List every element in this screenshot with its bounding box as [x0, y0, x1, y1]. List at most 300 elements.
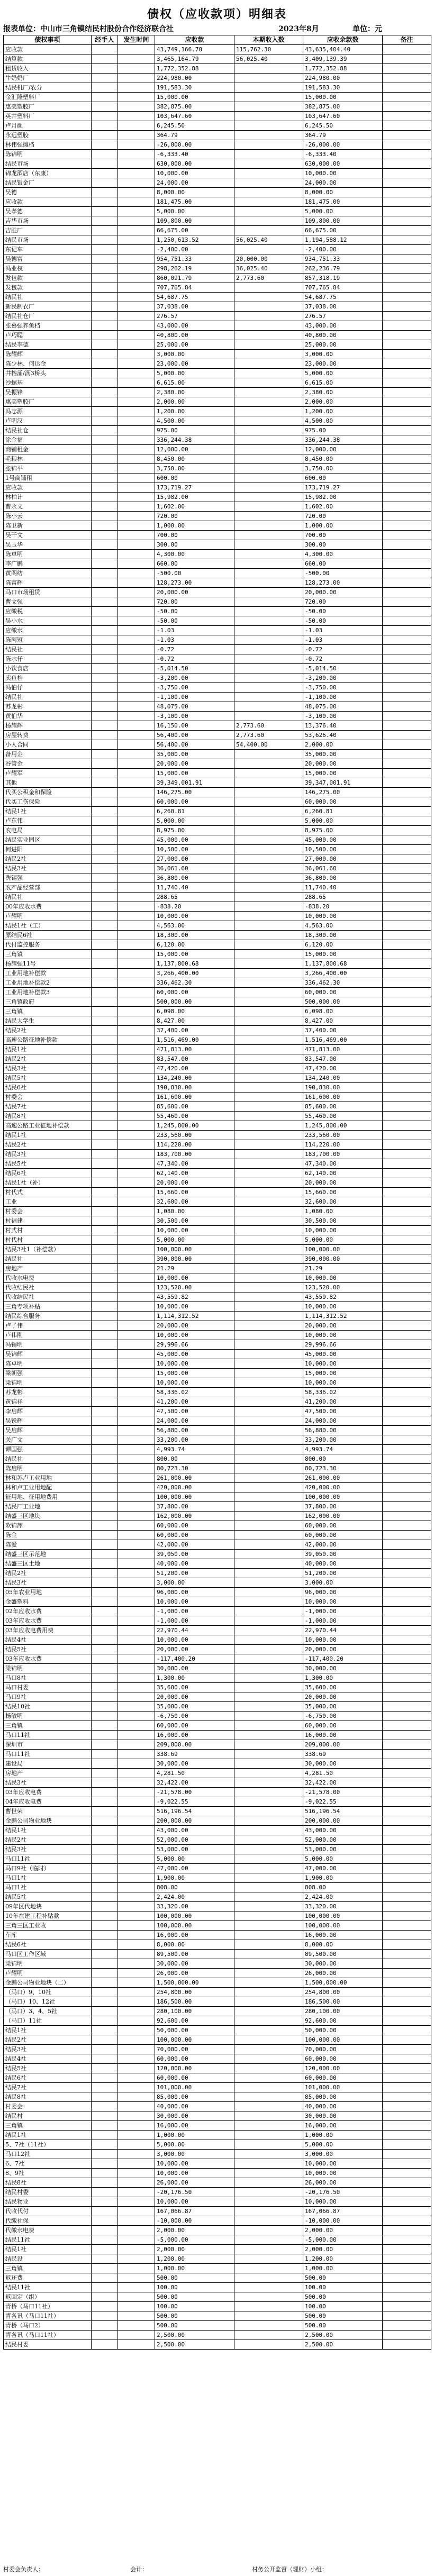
- row-date: [118, 502, 155, 512]
- row-receivable: 700.00: [155, 531, 234, 540]
- row-date: [118, 2083, 155, 2092]
- row-balance: 390,000.00: [303, 1254, 383, 1264]
- row-handler: [92, 1645, 118, 1654]
- row-item: 04年应收电费: [4, 1797, 92, 1807]
- row-remark: [383, 978, 431, 988]
- row-handler: [92, 588, 118, 597]
- row-item: 马口11社: [4, 1750, 92, 1759]
- row-item: （马口）11社: [4, 2016, 92, 2026]
- row-date: [118, 769, 155, 778]
- row-date: [118, 1826, 155, 1835]
- row-handler: [92, 1073, 118, 1083]
- row-balance: 276.57: [303, 312, 383, 321]
- row-receivable: 53,000.00: [155, 1845, 234, 1854]
- row-balance: -5,014.50: [303, 664, 383, 673]
- table-row: [4, 2178, 431, 2188]
- table-row: [4, 693, 431, 702]
- row-handler: [92, 2131, 118, 2140]
- row-remark: [383, 1007, 431, 1016]
- row-income: [234, 940, 303, 950]
- row-remark: [383, 2092, 431, 2102]
- row-balance: 3,266,400.00: [303, 969, 383, 978]
- row-handler: [92, 1378, 118, 1388]
- row-remark: [383, 159, 431, 169]
- row-date: [118, 1416, 155, 1426]
- row-income: [234, 693, 303, 702]
- row-income: [234, 64, 303, 74]
- row-item: 三角三区工业收: [4, 1921, 92, 1931]
- row-item: 05年农业用地: [4, 1588, 92, 1597]
- table-row: [4, 654, 431, 664]
- row-receivable: 8,000.00: [155, 1940, 234, 1950]
- row-income: [234, 2226, 303, 2235]
- row-date: [118, 1454, 155, 1464]
- table-row: [4, 1721, 431, 1731]
- table-row: [4, 1378, 431, 1388]
- row-remark: [383, 2311, 431, 2321]
- row-income: [234, 331, 303, 340]
- row-date: [118, 493, 155, 502]
- row-date: [118, 597, 155, 607]
- row-income: [234, 150, 303, 159]
- row-remark: [383, 893, 431, 902]
- row-handler: [92, 864, 118, 873]
- row-balance: 43,000.00: [303, 1826, 383, 1835]
- row-income: [234, 978, 303, 988]
- row-receivable: 100,000.00: [155, 1492, 234, 1502]
- table-row: [4, 712, 431, 721]
- row-handler: [92, 1235, 118, 1245]
- row-item: 返回定（组）: [4, 2292, 92, 2302]
- row-receivable: 15,982.00: [155, 493, 234, 502]
- row-income: [234, 1093, 303, 1102]
- row-handler: [92, 197, 118, 207]
- row-remark: [383, 207, 431, 216]
- row-remark: [383, 1292, 431, 1302]
- row-remark: [383, 188, 431, 197]
- row-balance: 254,800.00: [303, 1988, 383, 1997]
- row-handler: [92, 721, 118, 731]
- row-receivable: 6,245.50: [155, 121, 234, 131]
- row-handler: [92, 1521, 118, 1531]
- row-income: [234, 2245, 303, 2254]
- row-receivable: 1,200.00: [155, 2254, 234, 2264]
- row-date: [118, 873, 155, 883]
- row-receivable: 420,000.00: [155, 1483, 234, 1492]
- row-income: [234, 578, 303, 588]
- row-receivable: 35,600.00: [155, 1683, 234, 1692]
- row-remark: [383, 1064, 431, 1073]
- row-balance: -0.72: [303, 645, 383, 654]
- row-handler: [92, 264, 118, 274]
- row-income: [234, 321, 303, 331]
- row-receivable: -50.00: [155, 607, 234, 616]
- row-income: [234, 1169, 303, 1178]
- row-receivable: 92,600.00: [155, 2016, 234, 2026]
- row-receivable: -1,000.00: [155, 1607, 234, 1616]
- row-date: [118, 2321, 155, 2331]
- row-date: [118, 883, 155, 893]
- table-row: [4, 2273, 431, 2283]
- row-handler: [92, 150, 118, 159]
- row-handler: [92, 1454, 118, 1464]
- row-receivable: 1,250,613.52: [155, 235, 234, 245]
- row-income: 115,762.30: [234, 45, 303, 54]
- row-income: [234, 1416, 303, 1426]
- row-receivable: 1,300.00: [155, 1673, 234, 1683]
- row-receivable: 100,000.00: [155, 1245, 234, 1254]
- row-income: [234, 1435, 303, 1445]
- row-item: 吉华市场: [4, 216, 92, 226]
- row-date: [118, 1292, 155, 1302]
- row-remark: [383, 454, 431, 464]
- row-item: 结民7社: [4, 2083, 92, 2092]
- row-handler: [92, 1873, 118, 1883]
- table-row: [4, 1150, 431, 1159]
- row-handler: [92, 1473, 118, 1483]
- row-handler: [92, 435, 118, 445]
- row-date: [118, 235, 155, 245]
- row-income: [234, 1997, 303, 2007]
- row-handler: [92, 1807, 118, 1816]
- row-income: [234, 2121, 303, 2131]
- row-remark: [383, 2292, 431, 2302]
- row-date: [118, 893, 155, 902]
- row-income: [234, 2311, 303, 2321]
- row-balance: 37,038.00: [303, 302, 383, 312]
- receivables-table: [3, 35, 431, 2350]
- row-balance: 471,813.00: [303, 1045, 383, 1054]
- table-row: [4, 112, 431, 121]
- row-income: [234, 1397, 303, 1407]
- row-receivable: 103,647.60: [155, 112, 234, 121]
- row-item: 林柏计: [4, 493, 92, 502]
- row-handler: [92, 188, 118, 197]
- row-income: 56,025.40: [234, 235, 303, 245]
- row-item: 结民2社: [4, 1835, 92, 1845]
- row-date: [118, 1692, 155, 1702]
- row-remark: [383, 2035, 431, 2045]
- row-remark: [383, 83, 431, 93]
- row-income: [234, 2016, 303, 2026]
- row-remark: [383, 597, 431, 607]
- table-row: [4, 597, 431, 607]
- row-balance: 10,000.00: [303, 2197, 383, 2207]
- table-row: [4, 2026, 431, 2035]
- row-handler: [92, 712, 118, 721]
- row-handler: [92, 388, 118, 397]
- row-item: 英井塑料厂: [4, 112, 92, 121]
- row-balance: 4,281.50: [303, 1769, 383, 1778]
- row-balance: 18,300.00: [303, 931, 383, 940]
- table-row: [4, 1445, 431, 1454]
- row-handler: [92, 159, 118, 169]
- row-remark: [383, 1273, 431, 1283]
- row-item: 结民3社1（补偿款）: [4, 1245, 92, 1254]
- row-receivable: 15,000.00: [155, 1369, 234, 1378]
- row-item: 结民设: [4, 2254, 92, 2264]
- table-row: [4, 1902, 431, 1911]
- table-row: [4, 1388, 431, 1397]
- row-item: 结民3社: [4, 1845, 92, 1854]
- row-date: [118, 1873, 155, 1883]
- row-date: [118, 226, 155, 235]
- row-income: [234, 2111, 303, 2121]
- row-date: [118, 445, 155, 454]
- row-item: 杨耀辉: [4, 721, 92, 731]
- row-receivable: 56,400.00: [155, 740, 234, 750]
- table-row: [4, 740, 431, 750]
- row-income: [234, 988, 303, 997]
- row-remark: [383, 1740, 431, 1750]
- row-date: [118, 312, 155, 321]
- row-remark: [383, 969, 431, 978]
- row-handler: [92, 1864, 118, 1873]
- row-receivable: 209,000.00: [155, 1740, 234, 1750]
- row-balance: 6,615.00: [303, 378, 383, 388]
- row-remark: [383, 778, 431, 788]
- row-date: [118, 731, 155, 740]
- row-remark: [383, 788, 431, 797]
- row-item: 梁锦明: [4, 1378, 92, 1388]
- row-remark: [383, 1950, 431, 1959]
- row-item: 马口1社: [4, 1883, 92, 1892]
- row-date: [118, 245, 155, 254]
- row-income: [234, 388, 303, 397]
- row-balance: 100,000.00: [303, 1911, 383, 1921]
- row-receivable: 720.00: [155, 597, 234, 607]
- row-handler: [92, 740, 118, 750]
- row-balance: 60,000.00: [303, 1721, 383, 1731]
- row-handler: [92, 1635, 118, 1645]
- row-receivable: 162,000.00: [155, 1512, 234, 1521]
- row-handler: [92, 2302, 118, 2311]
- row-item: 结民社: [4, 893, 92, 902]
- row-balance: 47,500.00: [303, 1407, 383, 1416]
- row-income: [234, 340, 303, 350]
- row-handler: [92, 1788, 118, 1797]
- row-item: 结民村委: [4, 2188, 92, 2197]
- row-item: 发包款: [4, 274, 92, 283]
- row-remark: [383, 712, 431, 721]
- table-row: [4, 1731, 431, 1740]
- row-remark: [383, 45, 431, 54]
- table-row: [4, 474, 431, 483]
- row-handler: [92, 1388, 118, 1397]
- row-remark: [383, 1093, 431, 1102]
- row-item: 结民社: [4, 1254, 92, 1264]
- row-balance: -21,578.00: [303, 1788, 383, 1797]
- row-receivable: 390,000.00: [155, 1254, 234, 1264]
- row-handler: [92, 807, 118, 816]
- row-date: [118, 45, 155, 54]
- row-item: 深圳市: [4, 1740, 92, 1750]
- row-handler: [92, 1178, 118, 1188]
- row-income: [234, 1731, 303, 1740]
- row-item: 苏龙彬: [4, 1388, 92, 1397]
- row-receivable: 60,000.00: [155, 1721, 234, 1731]
- row-item: 备用金: [4, 750, 92, 759]
- row-item: 三角镇: [4, 950, 92, 959]
- row-date: [118, 254, 155, 264]
- row-receivable: 4,281.50: [155, 1769, 234, 1778]
- row-remark: [383, 1150, 431, 1159]
- row-remark: [383, 1969, 431, 1978]
- table-row: [4, 1845, 431, 1854]
- row-income: [234, 778, 303, 788]
- row-item: 关广文: [4, 1435, 92, 1445]
- row-date: [118, 2035, 155, 2045]
- row-date: [118, 1045, 155, 1054]
- row-item: 结民社: [4, 645, 92, 654]
- row-date: [118, 64, 155, 74]
- row-handler: [92, 426, 118, 435]
- row-income: [234, 416, 303, 426]
- row-handler: [92, 2264, 118, 2273]
- row-handler: [92, 2064, 118, 2073]
- row-date: [118, 1169, 155, 1178]
- row-receivable: 4,563.00: [155, 921, 234, 931]
- row-item: 代买公积金和保险: [4, 788, 92, 797]
- row-remark: [383, 635, 431, 645]
- table-row: [4, 1521, 431, 1531]
- table-row: [4, 207, 431, 216]
- row-handler: [92, 978, 118, 988]
- row-remark: [383, 769, 431, 778]
- row-balance: 10,000.00: [303, 1331, 383, 1340]
- row-item: 卢耀军: [4, 769, 92, 778]
- row-income: [234, 397, 303, 407]
- row-item: 结民1社: [4, 2245, 92, 2254]
- row-remark: [383, 121, 431, 131]
- row-handler: [92, 321, 118, 331]
- row-balance: 5,000.00: [303, 369, 383, 378]
- row-remark: [383, 1188, 431, 1197]
- table-row: [4, 1483, 431, 1492]
- table-row: [4, 835, 431, 845]
- row-income: [234, 454, 303, 464]
- row-income: [234, 1454, 303, 1464]
- row-receivable: 37,800.00: [155, 1502, 234, 1512]
- row-item: 结民1社: [4, 2131, 92, 2140]
- row-income: [234, 1864, 303, 1873]
- table-row: [4, 1978, 431, 1988]
- row-receivable: -0.72: [155, 645, 234, 654]
- row-remark: [383, 2245, 431, 2254]
- table-row: [4, 1502, 431, 1512]
- row-handler: [92, 1835, 118, 1845]
- row-balance: 338.69: [303, 1750, 383, 1759]
- row-receivable: 30,500.00: [155, 1216, 234, 1226]
- row-date: [118, 521, 155, 531]
- row-date: [118, 969, 155, 978]
- row-remark: [383, 950, 431, 959]
- row-date: [118, 388, 155, 397]
- row-handler: [92, 1626, 118, 1635]
- row-receivable: 23,000.00: [155, 359, 234, 369]
- table-row: [4, 1702, 431, 1712]
- row-date: [118, 2016, 155, 2026]
- row-date: [118, 2150, 155, 2159]
- row-handler: [92, 1959, 118, 1969]
- row-handler: [92, 2054, 118, 2064]
- row-item: 结民社: [4, 693, 92, 702]
- row-handler: [92, 1331, 118, 1340]
- row-remark: [383, 74, 431, 83]
- row-handler: [92, 1616, 118, 1626]
- row-item: 返还费: [4, 2273, 92, 2283]
- row-handler: [92, 2235, 118, 2245]
- row-receivable: 1,114,312.52: [155, 1312, 234, 1321]
- row-date: [118, 607, 155, 616]
- table-row: [4, 864, 431, 873]
- row-remark: [383, 388, 431, 397]
- row-item: 工业用地补偿款3: [4, 988, 92, 997]
- table-row: [4, 1854, 431, 1864]
- row-receivable: 10,000.00: [155, 1331, 234, 1340]
- row-date: [118, 1940, 155, 1950]
- row-remark: [383, 1588, 431, 1597]
- table-row: [4, 931, 431, 940]
- row-balance: 700.00: [303, 531, 383, 540]
- row-balance: 146,275.00: [303, 788, 383, 797]
- row-income: [234, 1131, 303, 1140]
- row-item: 应缴水: [4, 626, 92, 635]
- table-row: [4, 1369, 431, 1378]
- row-balance: -50.00: [303, 607, 383, 616]
- row-handler: [92, 921, 118, 931]
- row-handler: [92, 1712, 118, 1721]
- row-remark: [383, 1673, 431, 1683]
- row-receivable: 10,000.00: [155, 1378, 234, 1388]
- row-remark: [383, 2340, 431, 2350]
- table-row: [4, 2226, 431, 2235]
- row-remark: [383, 1931, 431, 1940]
- row-income: [234, 1950, 303, 1959]
- row-item: 金鹏公司物业地块（二）: [4, 1978, 92, 1988]
- row-handler: [92, 378, 118, 388]
- row-remark: [383, 1750, 431, 1759]
- row-receivable: 18,300.00: [155, 931, 234, 940]
- row-item: 村代式: [4, 1188, 92, 1197]
- row-date: [118, 150, 155, 159]
- row-remark: [383, 645, 431, 654]
- row-date: [118, 1197, 155, 1207]
- row-item: 村福建: [4, 1216, 92, 1226]
- row-income: [234, 588, 303, 597]
- row-receivable: 10,500.00: [155, 845, 234, 854]
- row-receivable: 4,300.00: [155, 550, 234, 559]
- table-row: [4, 254, 431, 264]
- table-row: [4, 93, 431, 102]
- row-remark: [383, 1683, 431, 1692]
- row-remark: [383, 369, 431, 378]
- row-remark: [383, 1045, 431, 1054]
- row-receivable: 39,349,001.91: [155, 778, 234, 788]
- row-handler: [92, 769, 118, 778]
- table-row: [4, 940, 431, 950]
- row-remark: [383, 464, 431, 474]
- row-item: 结民社: [4, 293, 92, 302]
- row-date: [118, 807, 155, 816]
- footer-supervision: 村务公开监督（理财）小组：: [252, 2566, 328, 2573]
- row-date: [118, 1902, 155, 1911]
- row-income: [234, 1064, 303, 1073]
- row-income: [234, 159, 303, 169]
- row-remark: [383, 883, 431, 893]
- row-balance: 500,000.00: [303, 997, 383, 1007]
- row-receivable: 630,000.00: [155, 159, 234, 169]
